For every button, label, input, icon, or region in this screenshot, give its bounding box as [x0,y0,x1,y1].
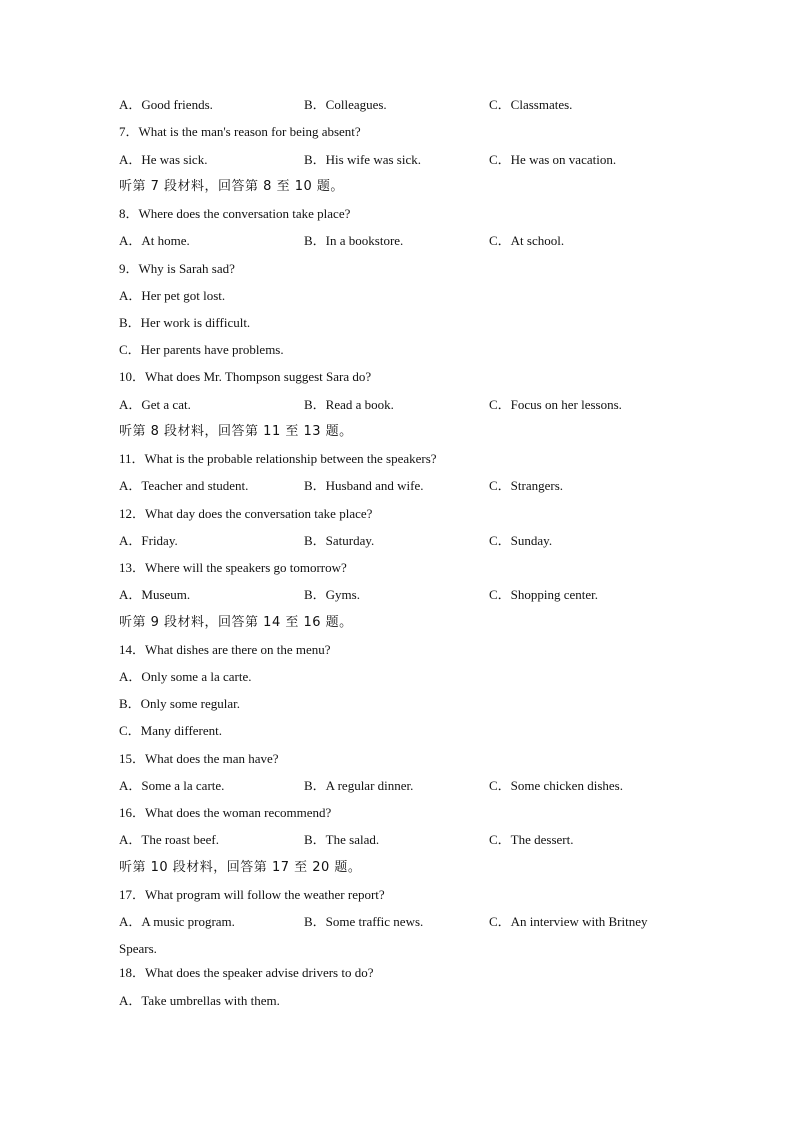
question-line: 14．What dishes are there on the menu? [119,642,331,657]
option-b: B．Gyms. [304,587,360,602]
question-line: 17．What program will follow the weather report? [119,887,385,902]
question-line: 15．What does the man have? [119,751,279,766]
question-line: 10．What does Mr. Thompson suggest Sara do? [119,369,372,384]
option-c: C．Classmates. [489,97,573,112]
option-a: A．Friday. [119,533,178,548]
option-a: A．He was sick. [119,152,208,167]
option-a: A．Museum. [119,587,191,602]
question-line: A．Her pet got lost. [119,288,226,303]
question-line: 8．Where does the conversation take place? [119,206,351,221]
question-line: 13．Where will the speakers go tomorrow? [119,560,347,575]
question-line: C．Her parents have problems. [119,342,284,357]
question-line: 16．What does the woman recommend? [119,805,332,820]
question-line: A．Take umbrellas with them. [119,993,280,1008]
option-a: A．Get a cat. [119,397,191,412]
section-instruction: 听第 9 段材料，回答第 14 至 16 题。 [119,615,353,630]
section-instruction: 听第 10 段材料，回答第 17 至 20 题。 [119,860,362,875]
option-c: C．Shopping center. [489,587,599,602]
option-c: C．An interview with Britney [489,914,648,929]
option-a: A．At home. [119,233,190,248]
question-line: Spears. [119,941,157,956]
question-line: C．Many different. [119,723,223,738]
option-c: C．He was on vacation. [489,152,617,167]
option-b: B．Husband and wife. [304,478,424,493]
question-line: 18．What does the speaker advise drivers to do? [119,965,374,980]
question-line: B．Only some regular. [119,696,240,711]
option-c: C．Strangers. [489,478,564,493]
question-line: 11．What is the probable relationship between the speakers? [119,451,437,466]
option-c: C．Some chicken dishes. [489,778,623,793]
section-instruction: 听第 8 段材料，回答第 11 至 13 题。 [119,424,353,439]
option-b: B．His wife was sick. [304,152,421,167]
option-b: B．The salad. [304,832,380,847]
option-a: A．A music program. [119,914,235,929]
question-line: 9．Why is Sarah sad? [119,261,235,276]
option-a: A．Some a la carte. [119,778,225,793]
option-b: B．In a bookstore. [304,233,404,248]
option-c: C．Sunday. [489,533,553,548]
option-b: B．Read a book. [304,397,394,412]
option-a: A．The roast beef. [119,832,219,847]
option-b: B．Saturday. [304,533,375,548]
question-line: 7．What is the man's reason for being absent? [119,124,361,139]
option-c: C．The dessert. [489,832,574,847]
option-a: A．Good friends. [119,97,213,112]
question-line: A．Only some a la carte. [119,669,252,684]
option-a: A．Teacher and student. [119,478,249,493]
option-c: C．At school. [489,233,565,248]
question-line: 12．What day does the conversation take place? [119,506,373,521]
option-b: B．A regular dinner. [304,778,414,793]
section-instruction: 听第 7 段材料，回答第 8 至 10 题。 [119,179,344,194]
question-line: B．Her work is difficult. [119,315,251,330]
option-c: C．Focus on her lessons. [489,397,622,412]
option-b: B．Some traffic news. [304,914,424,929]
option-b: B．Colleagues. [304,97,387,112]
